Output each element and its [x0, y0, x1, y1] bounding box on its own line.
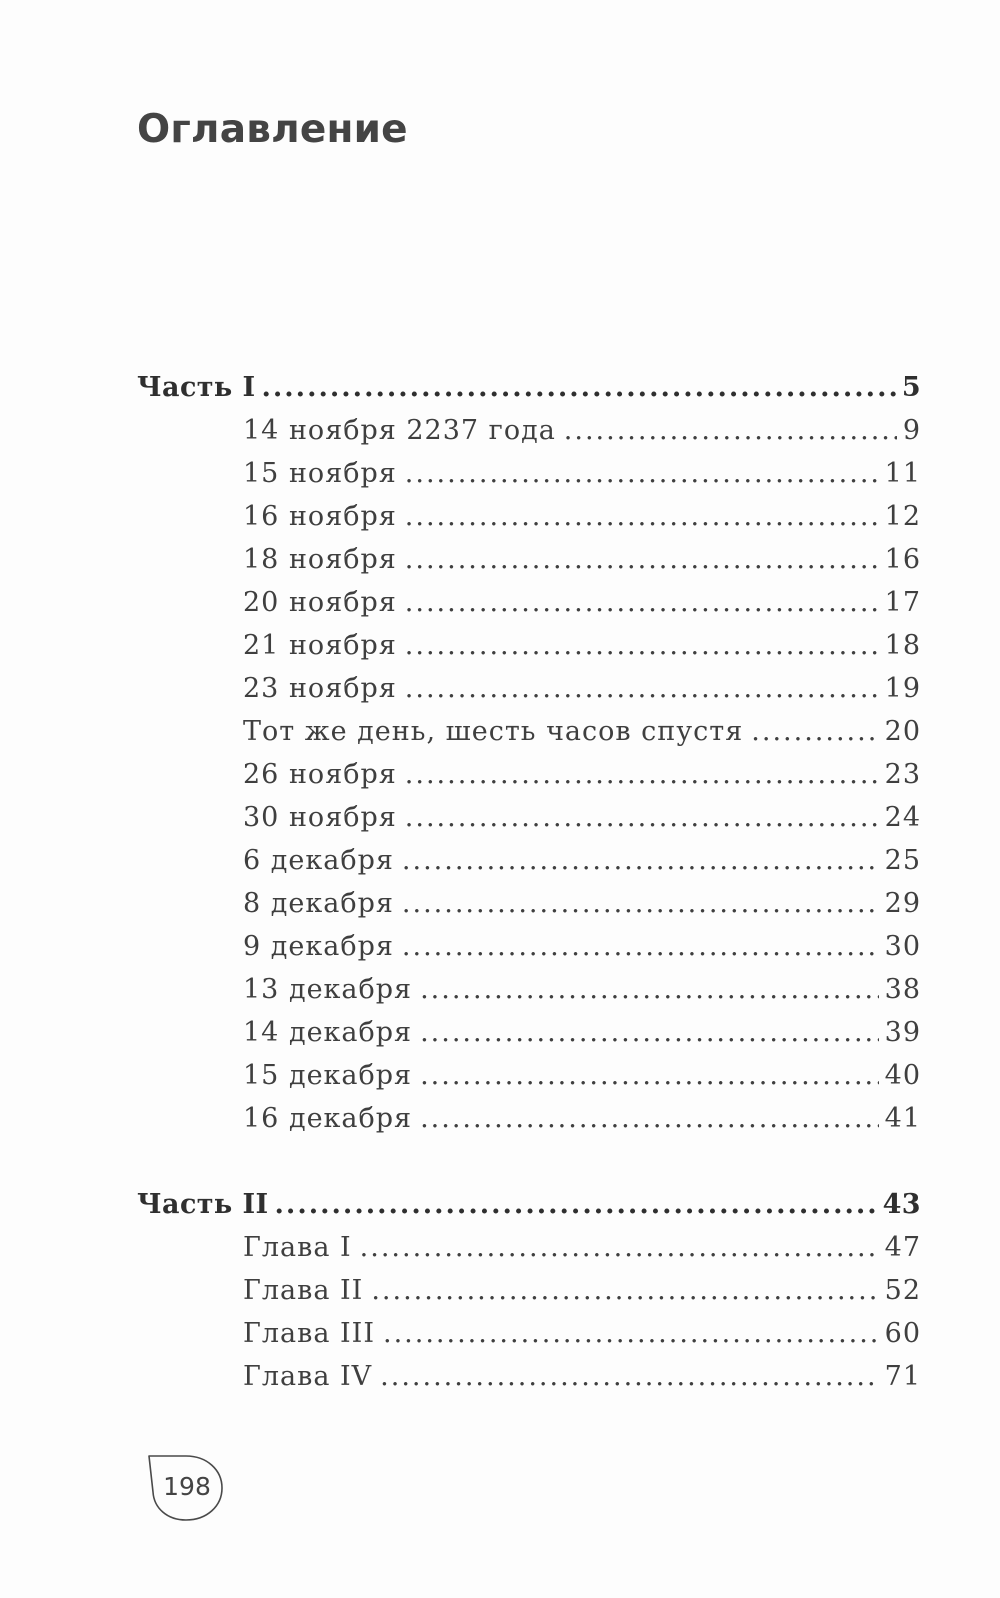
table-of-contents — [137, 372, 921, 1404]
toc-entry[interactable] — [137, 458, 921, 501]
toc-entry[interactable] — [137, 501, 921, 544]
dot-leader — [383, 1318, 879, 1349]
toc-entry[interactable] — [137, 1275, 921, 1318]
toc-entry-label: 15 декабря — [243, 1060, 413, 1091]
toc-entry[interactable] — [137, 630, 921, 673]
dot-leader — [261, 372, 895, 403]
toc-entry-label: Глава I — [243, 1232, 352, 1263]
toc-entry-page: 38 — [884, 974, 921, 1005]
dot-leader — [360, 1232, 879, 1263]
toc-entry[interactable] — [137, 587, 921, 630]
toc-entry-page: 24 — [884, 802, 921, 833]
toc-entry-label: 13 декабря — [243, 974, 413, 1005]
toc-entry-label: 16 декабря — [243, 1103, 413, 1134]
toc-entry-page: 17 — [884, 587, 921, 618]
toc-entry-label: 18 ноября — [243, 544, 397, 575]
toc-entry-page: 18 — [884, 630, 921, 661]
toc-entry[interactable] — [137, 1361, 921, 1404]
toc-entry-page: 9 — [902, 415, 921, 446]
toc-entry-page: 71 — [884, 1361, 921, 1392]
toc-part-page: 5 — [901, 372, 921, 403]
dot-leader — [405, 759, 879, 790]
toc-entry[interactable] — [137, 1232, 921, 1275]
toc-entry-label: Глава III — [243, 1318, 376, 1349]
toc-entry-page: 47 — [884, 1232, 921, 1263]
toc-entry[interactable] — [137, 1318, 921, 1361]
toc-entry-page: 20 — [884, 716, 921, 747]
dot-leader — [751, 716, 878, 747]
toc-entry[interactable] — [137, 931, 921, 974]
toc-entry-label: 6 декабря — [243, 845, 394, 876]
toc-entry-label: 9 декабря — [243, 931, 394, 962]
toc-entry-page: 12 — [884, 501, 921, 532]
dot-leader — [405, 458, 879, 489]
toc-entry-label: Глава II — [243, 1275, 364, 1306]
toc-entry[interactable] — [137, 802, 921, 845]
toc-entry-page: 16 — [884, 544, 921, 575]
toc-entry-label: 23 ноября — [243, 673, 397, 704]
dot-leader — [405, 630, 879, 661]
dot-leader — [371, 1275, 878, 1306]
toc-entry-page: 30 — [884, 931, 921, 962]
toc-entry[interactable] — [137, 845, 921, 888]
toc-entry-label: 14 декабря — [243, 1017, 413, 1048]
toc-entry-page: 39 — [884, 1017, 921, 1048]
dot-leader — [402, 845, 879, 876]
toc-entry-label: 20 ноября — [243, 587, 397, 618]
toc-entry-page: 11 — [884, 458, 921, 489]
toc-entry-label: 26 ноября — [243, 759, 397, 790]
dot-leader — [420, 1103, 879, 1134]
toc-entry-page: 41 — [884, 1103, 921, 1134]
dot-leader — [420, 1017, 879, 1048]
page-title: Оглавление — [137, 107, 408, 152]
toc-part-heading[interactable] — [137, 1189, 921, 1232]
toc-entry[interactable] — [137, 716, 921, 759]
toc-entry-label: 14 ноября 2237 года — [243, 415, 556, 446]
dot-leader — [564, 415, 897, 446]
toc-entry-label: Тот же день, шесть часов спустя — [243, 716, 744, 747]
dot-leader — [380, 1361, 878, 1392]
toc-entry-page: 23 — [884, 759, 921, 790]
toc-entry-label: Глава IV — [243, 1361, 373, 1392]
dot-leader — [420, 974, 879, 1005]
toc-part-heading[interactable] — [137, 372, 921, 415]
toc-part-1 — [137, 372, 921, 1146]
page-number-badge — [146, 1452, 222, 1520]
dot-leader — [405, 673, 879, 704]
toc-entry-label: 21 ноября — [243, 630, 397, 661]
toc-entry-label: 16 ноября — [243, 501, 397, 532]
toc-entry[interactable] — [137, 415, 921, 458]
page-number: 198 — [163, 1472, 211, 1501]
toc-part-label: Часть I — [137, 372, 256, 403]
toc-part-2 — [137, 1189, 921, 1404]
toc-entry-page: 19 — [884, 673, 921, 704]
toc-entry[interactable] — [137, 974, 921, 1017]
toc-entry[interactable] — [137, 888, 921, 931]
toc-entry[interactable] — [137, 544, 921, 587]
toc-entry-page: 60 — [884, 1318, 921, 1349]
dot-leader — [405, 587, 879, 618]
toc-entry[interactable] — [137, 759, 921, 802]
dot-leader — [420, 1060, 879, 1091]
dot-leader — [405, 544, 879, 575]
dot-leader — [275, 1189, 877, 1220]
toc-entry-label: 15 ноября — [243, 458, 397, 489]
toc-entry[interactable] — [137, 1017, 921, 1060]
dot-leader — [405, 501, 879, 532]
dot-leader — [402, 888, 879, 919]
toc-entry-label: 30 ноября — [243, 802, 397, 833]
toc-entry-label: 8 декабря — [243, 888, 394, 919]
dot-leader — [405, 802, 879, 833]
toc-entry-page: 52 — [884, 1275, 921, 1306]
toc-entry[interactable] — [137, 1103, 921, 1146]
toc-part-page: 43 — [882, 1189, 921, 1220]
toc-entry-page: 40 — [884, 1060, 921, 1091]
toc-part-label: Часть II — [137, 1189, 269, 1220]
toc-entry-page: 29 — [884, 888, 921, 919]
toc-entry[interactable] — [137, 1060, 921, 1103]
dot-leader — [402, 931, 879, 962]
toc-entry[interactable] — [137, 673, 921, 716]
toc-entry-page: 25 — [884, 845, 921, 876]
